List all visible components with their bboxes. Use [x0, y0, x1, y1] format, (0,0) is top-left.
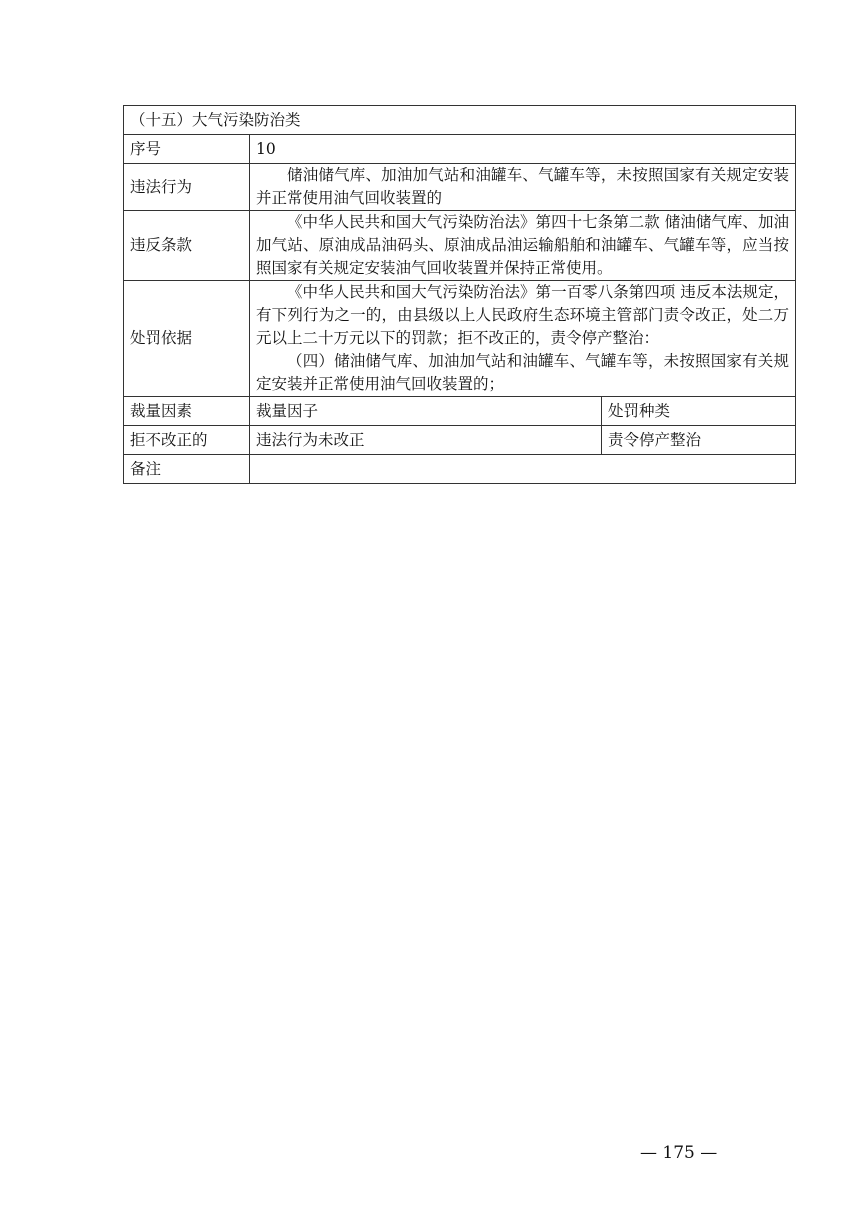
discretion-factor-header: 裁量因子	[250, 397, 602, 426]
serial-row	[124, 135, 796, 164]
violation-label: 违法行为	[124, 164, 250, 211]
violation-text: 储油储气库、加油加气站和油罐车、气罐车等，未按照国家有关规定安装并正常使用油气回收装置的	[256, 166, 789, 207]
penalty-basis-label: 处罚依据	[124, 281, 250, 397]
violated-clause-cell	[250, 211, 796, 281]
penalty-basis-paragraph: 《中华人民共和国大气污染防治法》第一百零八条第四项 违反本法规定，有下列行为之一的，由县级以上人民政府生态环境主管部门责令改正，处二万元以上二十万元以下的罚款；拒不改正的，责令停产整治：	[256, 283, 789, 347]
penalty-discretion-table	[123, 105, 796, 484]
section-title: （十五）大气污染防治类	[124, 106, 796, 135]
discretion-header-row	[124, 397, 796, 426]
remarks-row	[124, 455, 796, 484]
remarks-value	[250, 455, 796, 484]
penalty-basis-cell	[250, 281, 796, 397]
discretion-header-label: 裁量因素	[124, 397, 250, 426]
refuse-correct-penalty: 责令停产整治	[602, 426, 796, 455]
violated-clause-row	[124, 211, 796, 281]
violation-cell	[250, 164, 796, 211]
section-title-row	[124, 106, 796, 135]
refuse-correct-row	[124, 426, 796, 455]
page-number: — 175 —	[640, 1143, 718, 1163]
serial-label: 序号	[124, 135, 250, 164]
remarks-label: 备注	[124, 455, 250, 484]
refuse-correct-factor: 违法行为未改正	[250, 426, 602, 455]
penalty-basis-row	[124, 281, 796, 397]
violation-row	[124, 164, 796, 211]
penalty-type-header: 处罚种类	[602, 397, 796, 426]
violated-clause-text: 《中华人民共和国大气污染防治法》第四十七条第二款 储油储气库、加油加气站、原油成品油码头、原油成品油运输船舶和油罐车、气罐车等，应当按照国家有关规定安装油气回收装置并保持正常使用。	[256, 213, 789, 277]
penalty-basis-paragraph: （四）储油储气库、加油加气站和油罐车、气罐车等，未按照国家有关规定安装并正常使用油气回收装置的；	[256, 352, 789, 393]
refuse-correct-label: 拒不改正的	[124, 426, 250, 455]
violated-clause-label: 违反条款	[124, 211, 250, 281]
serial-value: 10	[250, 135, 796, 164]
